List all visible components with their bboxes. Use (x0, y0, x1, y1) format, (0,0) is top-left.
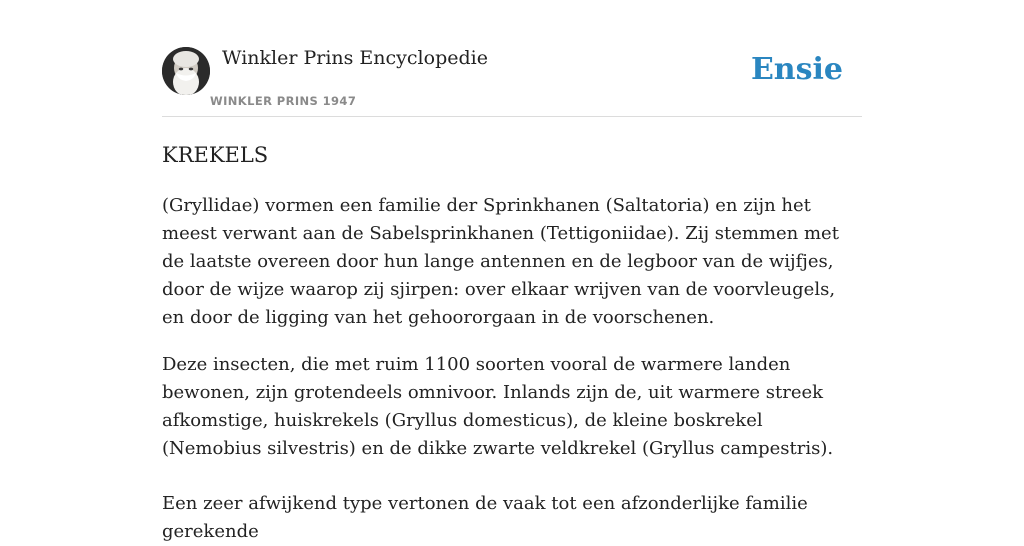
article-title: KREKELS (162, 143, 269, 167)
ensie-logo[interactable]: Ensie (750, 52, 843, 87)
author-avatar[interactable] (162, 47, 210, 95)
article-paragraph: Een zeer afwijkend type vertonen de vaak tot een afzonderlijke familie gerekende (162, 493, 808, 542)
site-title[interactable]: Winkler Prins Encyclopedie (222, 47, 488, 69)
page (162, 0, 862, 542)
article-paragraph: Deze insecten, die met ruim 1100 soorten vooral de warmere landen bewonen, zijn grotendeels omnivoor. Inlands zijn de, uit warmere streek afkomstige, huiskrekels (Gryllus domesticus), de kleine boskrekel (Nemobius silvestris) en de dikke zwarte veldkrekel (Gryllus campestris). (162, 354, 834, 459)
bearded-man-portrait-icon (162, 47, 210, 95)
article-paragraph: (Gryllidae) vormen een familie der Sprinkhanen (Saltatoria) en zijn het meest verwant aan de Sabelsprinkhanen (Tettigoniidae). Zij stemmen met de laatste overeen door hun lange antennen en de legboor van de wijfjes, door de wijze waarop zij sjirpen: over elkaar wrijven van de voorvleugels, en door de ligging van het gehoororgaan in de voorschenen. (162, 195, 839, 328)
site-header (162, 0, 862, 117)
site-subtitle[interactable]: WINKLER PRINS 1947 (210, 94, 357, 108)
